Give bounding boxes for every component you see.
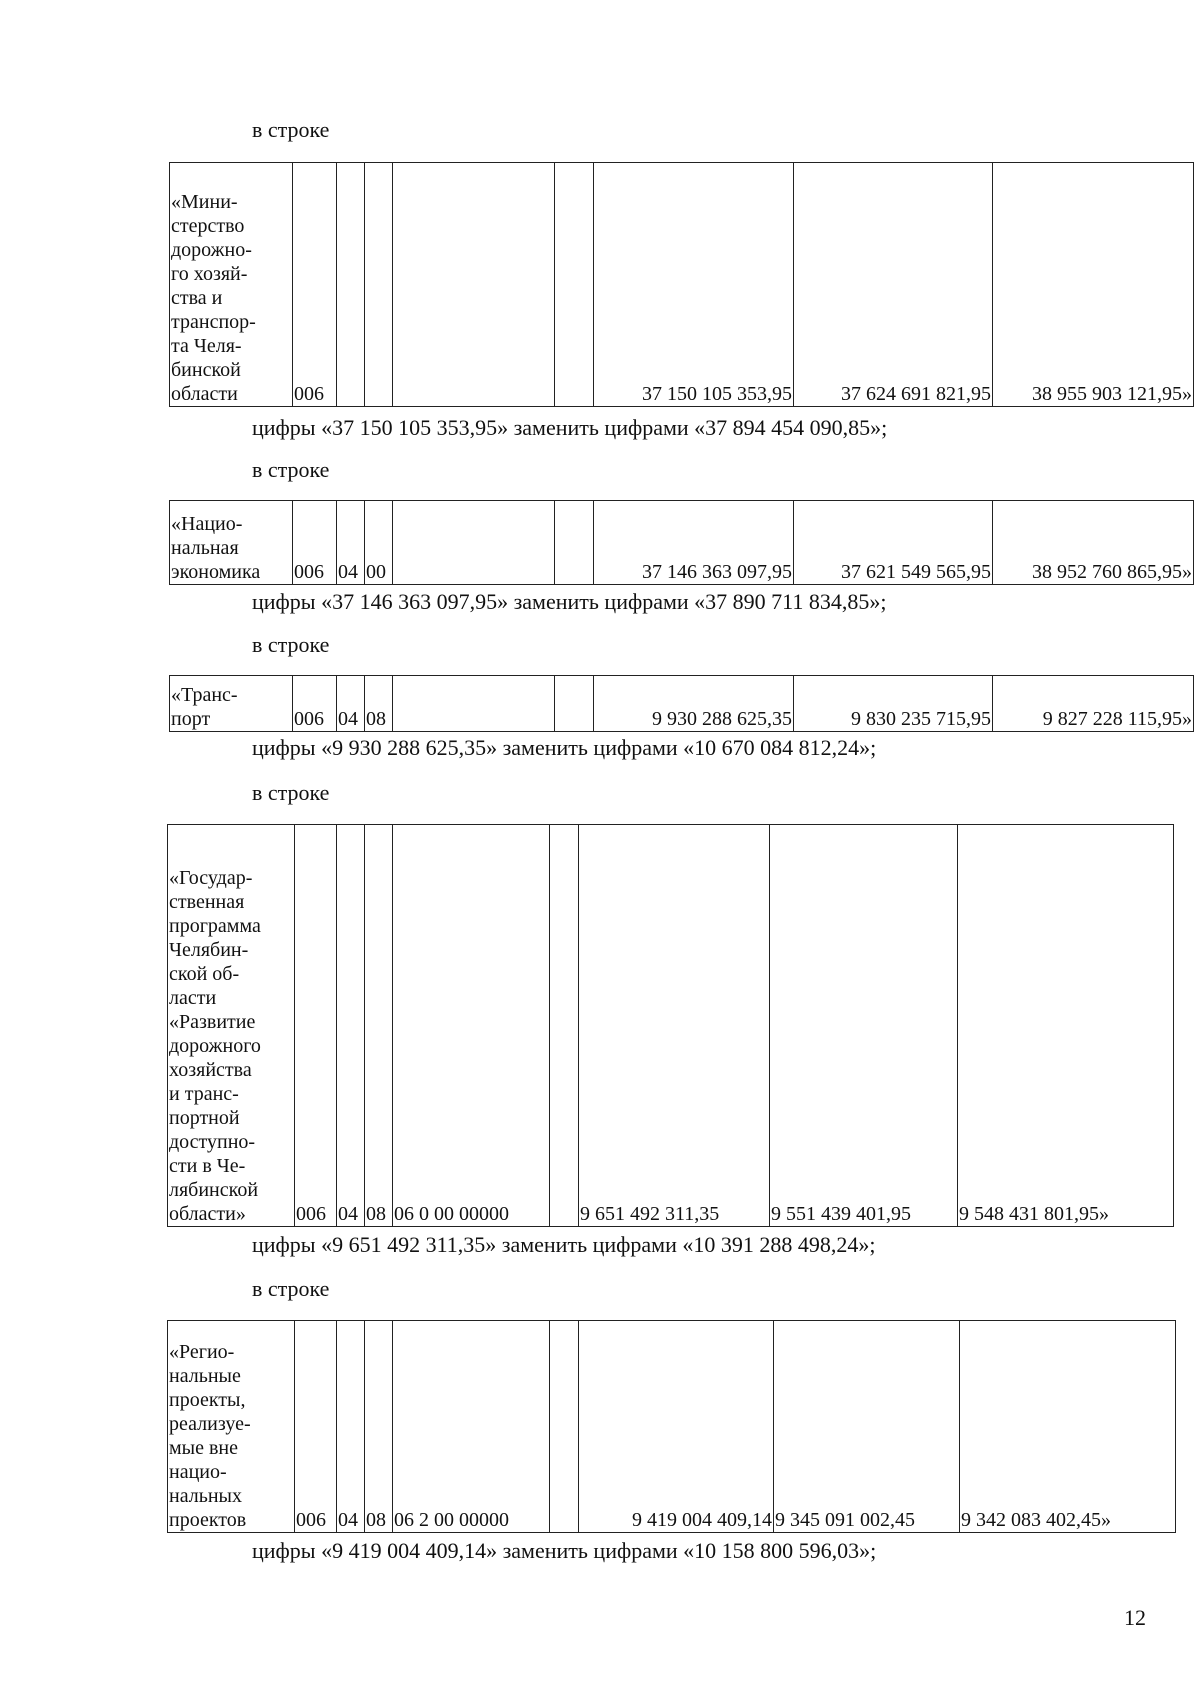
cell-pr: 00 (365, 501, 393, 585)
cell-year3: 38 955 903 121,95» (993, 163, 1194, 407)
cell-rz (337, 163, 365, 407)
row-name: «Мини- стерство дорожно- го хозяй- ства и транспор- та Челя- бинской области (170, 163, 293, 407)
cell-year2: 9 830 235 715,95 (794, 676, 993, 732)
cell-year3: 9 342 083 402,45» (960, 1321, 1176, 1533)
block-label: в строке (252, 457, 330, 482)
cell-rz: 04 (337, 501, 365, 585)
cell-ved: 006 (295, 1321, 337, 1533)
budget-row-table (169, 675, 1194, 732)
cell-ved: 006 (293, 676, 337, 732)
budget-row-table (167, 824, 1174, 1227)
cell-ved: 006 (293, 163, 337, 407)
replacement-note: цифры «9 419 004 409,14» заменить цифрами «10 158 800 596,03»; (252, 1538, 877, 1563)
cell-year1: 37 146 363 097,95 (594, 501, 794, 585)
block-label: в строке (252, 632, 330, 657)
cell-year3: 9 827 228 115,95» (993, 676, 1194, 732)
row-name: «Нацио- нальная экономика (170, 501, 293, 585)
cell-ved: 006 (295, 825, 337, 1227)
cell-vr (550, 825, 579, 1227)
cell-year2: 9 345 091 002,45 (774, 1321, 960, 1533)
cell-rz: 04 (337, 676, 365, 732)
block-label: в строке (252, 1276, 330, 1301)
cell-year1: 9 930 288 625,35 (594, 676, 794, 732)
budget-row-table (167, 1320, 1176, 1533)
cell-rz: 04 (337, 825, 365, 1227)
cell-csr: 06 0 00 00000 (393, 825, 550, 1227)
cell-pr: 08 (365, 825, 393, 1227)
row-name: «Транс- порт (170, 676, 293, 732)
page-number: 12 (1124, 1605, 1146, 1630)
cell-year2: 37 621 549 565,95 (794, 501, 993, 585)
cell-pr: 08 (365, 676, 393, 732)
replacement-note: цифры «9 651 492 311,35» заменить цифрами «10 391 288 498,24»; (252, 1232, 876, 1257)
cell-vr (555, 501, 594, 585)
replacement-note: цифры «37 150 105 353,95» заменить цифрами «37 894 454 090,85»; (252, 415, 888, 440)
cell-year1: 9 419 004 409,14 (579, 1321, 774, 1533)
row-name: «Регио- нальные проекты, реализуе- мые вне нацио- нальных проектов (168, 1321, 295, 1533)
block-label: в строке (252, 117, 330, 142)
cell-year1: 37 150 105 353,95 (594, 163, 794, 407)
cell-pr (365, 163, 393, 407)
cell-vr (555, 163, 594, 407)
row-name: «Государ- ственная программа Челябин- ской об- ласти «Развитие дорожного хозяйства и транс- портной доступно- сти в Че- лябинской области» (168, 825, 295, 1227)
cell-vr (555, 676, 594, 732)
cell-csr: 06 2 00 00000 (393, 1321, 550, 1533)
cell-year2: 9 551 439 401,95 (770, 825, 958, 1227)
cell-pr: 08 (365, 1321, 393, 1533)
cell-year3: 38 952 760 865,95» (993, 501, 1194, 585)
cell-csr (393, 163, 555, 407)
replacement-note: цифры «37 146 363 097,95» заменить цифрами «37 890 711 834,85»; (252, 589, 887, 614)
block-label: в строке (252, 780, 330, 805)
budget-row-table (169, 500, 1194, 585)
cell-year1: 9 651 492 311,35 (579, 825, 770, 1227)
cell-vr (550, 1321, 579, 1533)
cell-year3: 9 548 431 801,95» (958, 825, 1174, 1227)
cell-csr (393, 501, 555, 585)
cell-csr (393, 676, 555, 732)
budget-row-table (169, 162, 1194, 407)
cell-rz: 04 (337, 1321, 365, 1533)
cell-ved: 006 (293, 501, 337, 585)
cell-year2: 37 624 691 821,95 (794, 163, 993, 407)
replacement-note: цифры «9 930 288 625,35» заменить цифрами «10 670 084 812,24»; (252, 735, 877, 760)
